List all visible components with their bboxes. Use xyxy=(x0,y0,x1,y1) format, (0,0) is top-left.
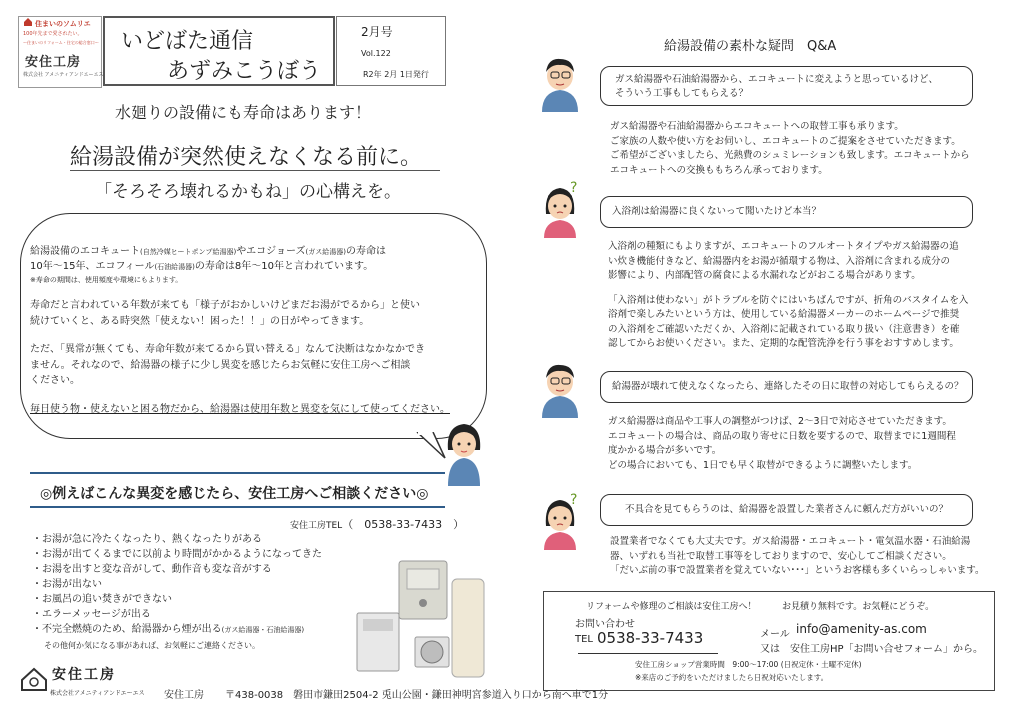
bubble-paragraph-4: 毎日使う物・使えないと困る物だから、給湯器は使用年数と異変を気にして使ってください。 xyxy=(30,404,450,415)
examples-tel-number: （ 0538-33-7433 ） xyxy=(342,518,465,531)
svg-text:?: ? xyxy=(570,492,578,508)
company-logo xyxy=(18,16,102,88)
newsletter-title: いどばた通信 xyxy=(121,29,254,54)
footer-address: 〒438-0038 磐田市鎌田2504-2 兎山公園・鎌田神明宮参道入り口から南へ車で1分 xyxy=(225,690,609,701)
info-mail: info@amenity-as.com xyxy=(796,622,927,636)
answer-1-line: ご家族の人数や使い方をお伺いし、エコキュートのご提案をさせていただきます。 xyxy=(610,135,961,147)
logo-corp: 株式会社 アメニティアンドエーエス xyxy=(23,72,104,78)
bubble-p1e: の寿命は8年～10年と言われています。 xyxy=(194,261,374,272)
info-underline xyxy=(578,653,718,654)
answer-2 xyxy=(608,240,968,352)
man-illustration xyxy=(536,54,584,112)
answer-2-line: 認してからお使いください。また、定期的な配管洗浄を行う事をおすすめします。 xyxy=(608,338,959,349)
examples-list xyxy=(32,532,322,653)
headline-2: 給湯設備が突然使えなくなる前に。 xyxy=(70,145,423,170)
info-tel-label: TEL xyxy=(575,634,593,645)
footer-corp: 株式会社アメニティアンドエーエス xyxy=(50,690,145,697)
answer-1-line: ご希望がございましたら、光熱費のシュミレーションも致します。エコキュートから xyxy=(610,150,970,161)
bubble-paragraph-3-line-1: ただ、「異常が無くても、寿命年数が来てるから買い替える」なんて決断はなかなかでき xyxy=(30,344,425,355)
answer-2-line: 入浴剤の種類にもよりますが、エコキュートのフルオートタイプやガス給湯器の追 xyxy=(608,241,959,252)
issue-info-box xyxy=(336,16,446,86)
question-3-line-1: 給湯器が壊れて使えなくなったら、連絡したその日に取替の対応してもらえるの？ xyxy=(612,381,964,392)
bubble-p1a: 給湯設備のエコキュート xyxy=(30,246,140,257)
list-item-text: ・不完全燃焼のため、給湯器から煙が出る xyxy=(32,624,222,635)
answer-3 xyxy=(608,415,956,473)
bubble-paragraph-2-line-2: 続けていくと、ある時突然「使えない！困った！！」の日がやってきます。 xyxy=(30,316,370,327)
list-item: ・お湯が出てくるまでに以前より時間がかかるようになってきた xyxy=(32,549,322,560)
answer-3-line: ガス給湯器は商品や工事人の調整がつけば、2～3日で対応させていただきます。 xyxy=(608,416,952,427)
info-web: 又は 安住工房HP「お問い合せフォーム」から。 xyxy=(760,644,984,655)
list-item: ・お湯が出ない xyxy=(32,579,102,590)
info-mail-label: メール xyxy=(760,629,790,640)
logo-sub2: 〜住まいのリフォーム・住宅の総合窓口〜 xyxy=(23,40,99,45)
logo-tagline: 住まいのソムリエ xyxy=(35,20,91,28)
info-tel: 0538-33-7433 xyxy=(597,629,704,647)
examples-footnote: その他何か気になる事があれば、お気軽にご連絡ください。 xyxy=(44,641,260,650)
info-hours: 安住工房ショップ営業時間 9:00～17:00 (日祝定休・土曜不定休) xyxy=(635,660,862,669)
answer-3-line: どの場合においても、1日でも早く取替ができるように調整いたします。 xyxy=(608,459,918,471)
answer-3-line: エコキュートの場合は、商品の取り寄せに日数を要するので、取替までに1週間程 xyxy=(608,430,956,442)
qa-title: 給湯設備の素朴な疑問 Q&A xyxy=(664,39,837,54)
bubble-paragraph-1-line-1 xyxy=(30,244,386,260)
list-item-small: (ガス給湯器・石油給湯器) xyxy=(221,626,305,634)
question-4-line-1: 不具合を見てもらうのは、給湯器を設置した業者さんに頼んだ方がいいの？ xyxy=(625,504,949,515)
bubble-p1b-small: (ガス給湯器) xyxy=(305,248,346,256)
answer-2-spacer xyxy=(608,284,968,294)
woman-question-illustration xyxy=(536,180,584,238)
answer-1 xyxy=(610,120,970,178)
list-item: ・エラーメッセージが出る xyxy=(32,609,151,620)
issue-volume: Vol.122 xyxy=(361,49,391,58)
question-2-line-1: 入浴剤は給湯器に良くないって聞いたけど本当？ xyxy=(612,206,822,217)
answer-4-line: 「だいぶ前の事で設置業者を覚えていない･･･」というお客様も多くいらっしゃいます。 xyxy=(610,565,985,576)
list-item: ・お湯が急に冷たくなったり、熱くなったりがある xyxy=(32,534,262,545)
bubble-p1c: の寿命は xyxy=(345,246,386,257)
man-illustration-2 xyxy=(536,360,584,418)
answer-2-line: 影響により、内部配管の腐食による水漏れなどがおこる場合があります。 xyxy=(608,270,921,281)
list-item: ・お湯を出すと変な音がして、動作音も変な音がする xyxy=(32,564,272,575)
info-hours-note: ※来店のご予約をいただけましたら日祝対応いたします。 xyxy=(635,673,829,682)
woman-question-illustration-2 xyxy=(536,492,584,550)
answer-4 xyxy=(610,535,985,579)
footer-logo-text: 安住工房 xyxy=(52,667,116,683)
list-item: ・お風呂の追い焚きができない xyxy=(32,594,172,605)
home-logo-icon xyxy=(20,666,48,692)
answer-2-line: い炊き機能付きなど、給湯器内をお湯が循環する物は、入浴剤に含まれる成分の xyxy=(608,255,951,267)
logo-sub1: 100年先まで愛されたい。 xyxy=(23,31,83,37)
question-1-line-2: そういう工事もしてもらえる？ xyxy=(615,88,749,99)
answer-2-line: の入浴剤をご確認いただくか、入浴剤に記載されている取り扱い（注意書き）を確 xyxy=(608,323,960,335)
answer-1-line: エコキュートへの交換ももちろん承っております。 xyxy=(610,164,828,176)
list-item xyxy=(32,622,322,638)
examples-tel xyxy=(290,516,464,532)
answer-4-line: 設置業者でなくても大丈夫です。ガス給湯器・エコキュート・電気温水器・石油給湯 xyxy=(610,536,971,547)
info-intro: リフォームや修理のご相談は安住工房へ！ xyxy=(586,602,757,612)
newsletter-subtitle: あずみこうぼう xyxy=(167,59,322,84)
bubble-paragraph-3-line-3: ください。 xyxy=(30,375,80,386)
bubble-paragraph-3-line-2: ません。それなので、給湯器の様子に少し異変を感じたらお気軽に安住工房へご相談 xyxy=(30,360,411,371)
issue-date: R2年 2月 1日発行 xyxy=(363,70,429,79)
woman-illustration xyxy=(442,420,486,486)
examples-title: ◎例えばこんな異変を感じたら、安住工房へご相談ください◎ xyxy=(40,486,429,502)
answer-3-line: 度かかる場合が多いです。 xyxy=(608,445,722,456)
bubble-p1b: やエコジョーズ xyxy=(236,246,306,257)
bubble-paragraph-1-line-2 xyxy=(30,259,373,275)
examples-tel-label: 安住工房TEL xyxy=(290,521,343,531)
bubble-p1d-small: (石油給湯器) xyxy=(154,263,195,271)
headline-3: 「そろそろ壊れるかもね」の心構えを。 xyxy=(95,182,401,202)
headline-1: 水廻りの設備にも寿命はあります！ xyxy=(115,103,372,122)
newsletter-title-box xyxy=(103,16,335,86)
svg-text:?: ? xyxy=(570,180,578,196)
examples-rule-bottom xyxy=(30,506,445,508)
answer-4-line: 器、いずれも当社で取替工事等をしておりますので、安心してご相談ください。 xyxy=(610,550,952,562)
answer-1-line: ガス給湯器や石油給湯器からエコキュートへの取替工事も承ります。 xyxy=(610,121,904,132)
bubble-note: ※寿命の期間は、使用頻度や環境にもよります。 xyxy=(30,276,183,284)
house-icon xyxy=(23,17,33,27)
headline-underline xyxy=(70,170,440,171)
bubble-paragraph-2-line-1: 寿命だと言われている年数が来ても「様子がおかしいけどまだお湯がでるから」と使い xyxy=(30,300,420,311)
info-estimate: お見積り無料です。お気軽にどうぞ。 xyxy=(782,602,935,612)
water-heater-illustration xyxy=(355,555,490,680)
bubble-p1d: 10年～15年、エコフィール xyxy=(30,261,155,272)
answer-2-line: 浴剤で楽しみたいという方は、使用している給湯器メーカーのホームページで推奨 xyxy=(608,309,960,320)
answer-2-line: 「入浴剤は使わない」がトラブルを防ぐにはいちばんですが、折角のバスタイムを入 xyxy=(608,294,969,306)
info-contact-label: お問い合わせ xyxy=(575,619,635,630)
examples-rule-top xyxy=(30,472,445,474)
issue-month: 2月号 xyxy=(361,25,393,39)
bubble-p1a-small: (自然冷媒ヒートポンプ給湯器) xyxy=(140,248,237,256)
question-1-line-1: ガス給湯器や石油給湯器から、エコキュートに変えようと思っているけど、 xyxy=(615,74,939,85)
logo-name: 安住工房 xyxy=(25,55,82,70)
footer-company: 安住工房 xyxy=(164,690,204,701)
